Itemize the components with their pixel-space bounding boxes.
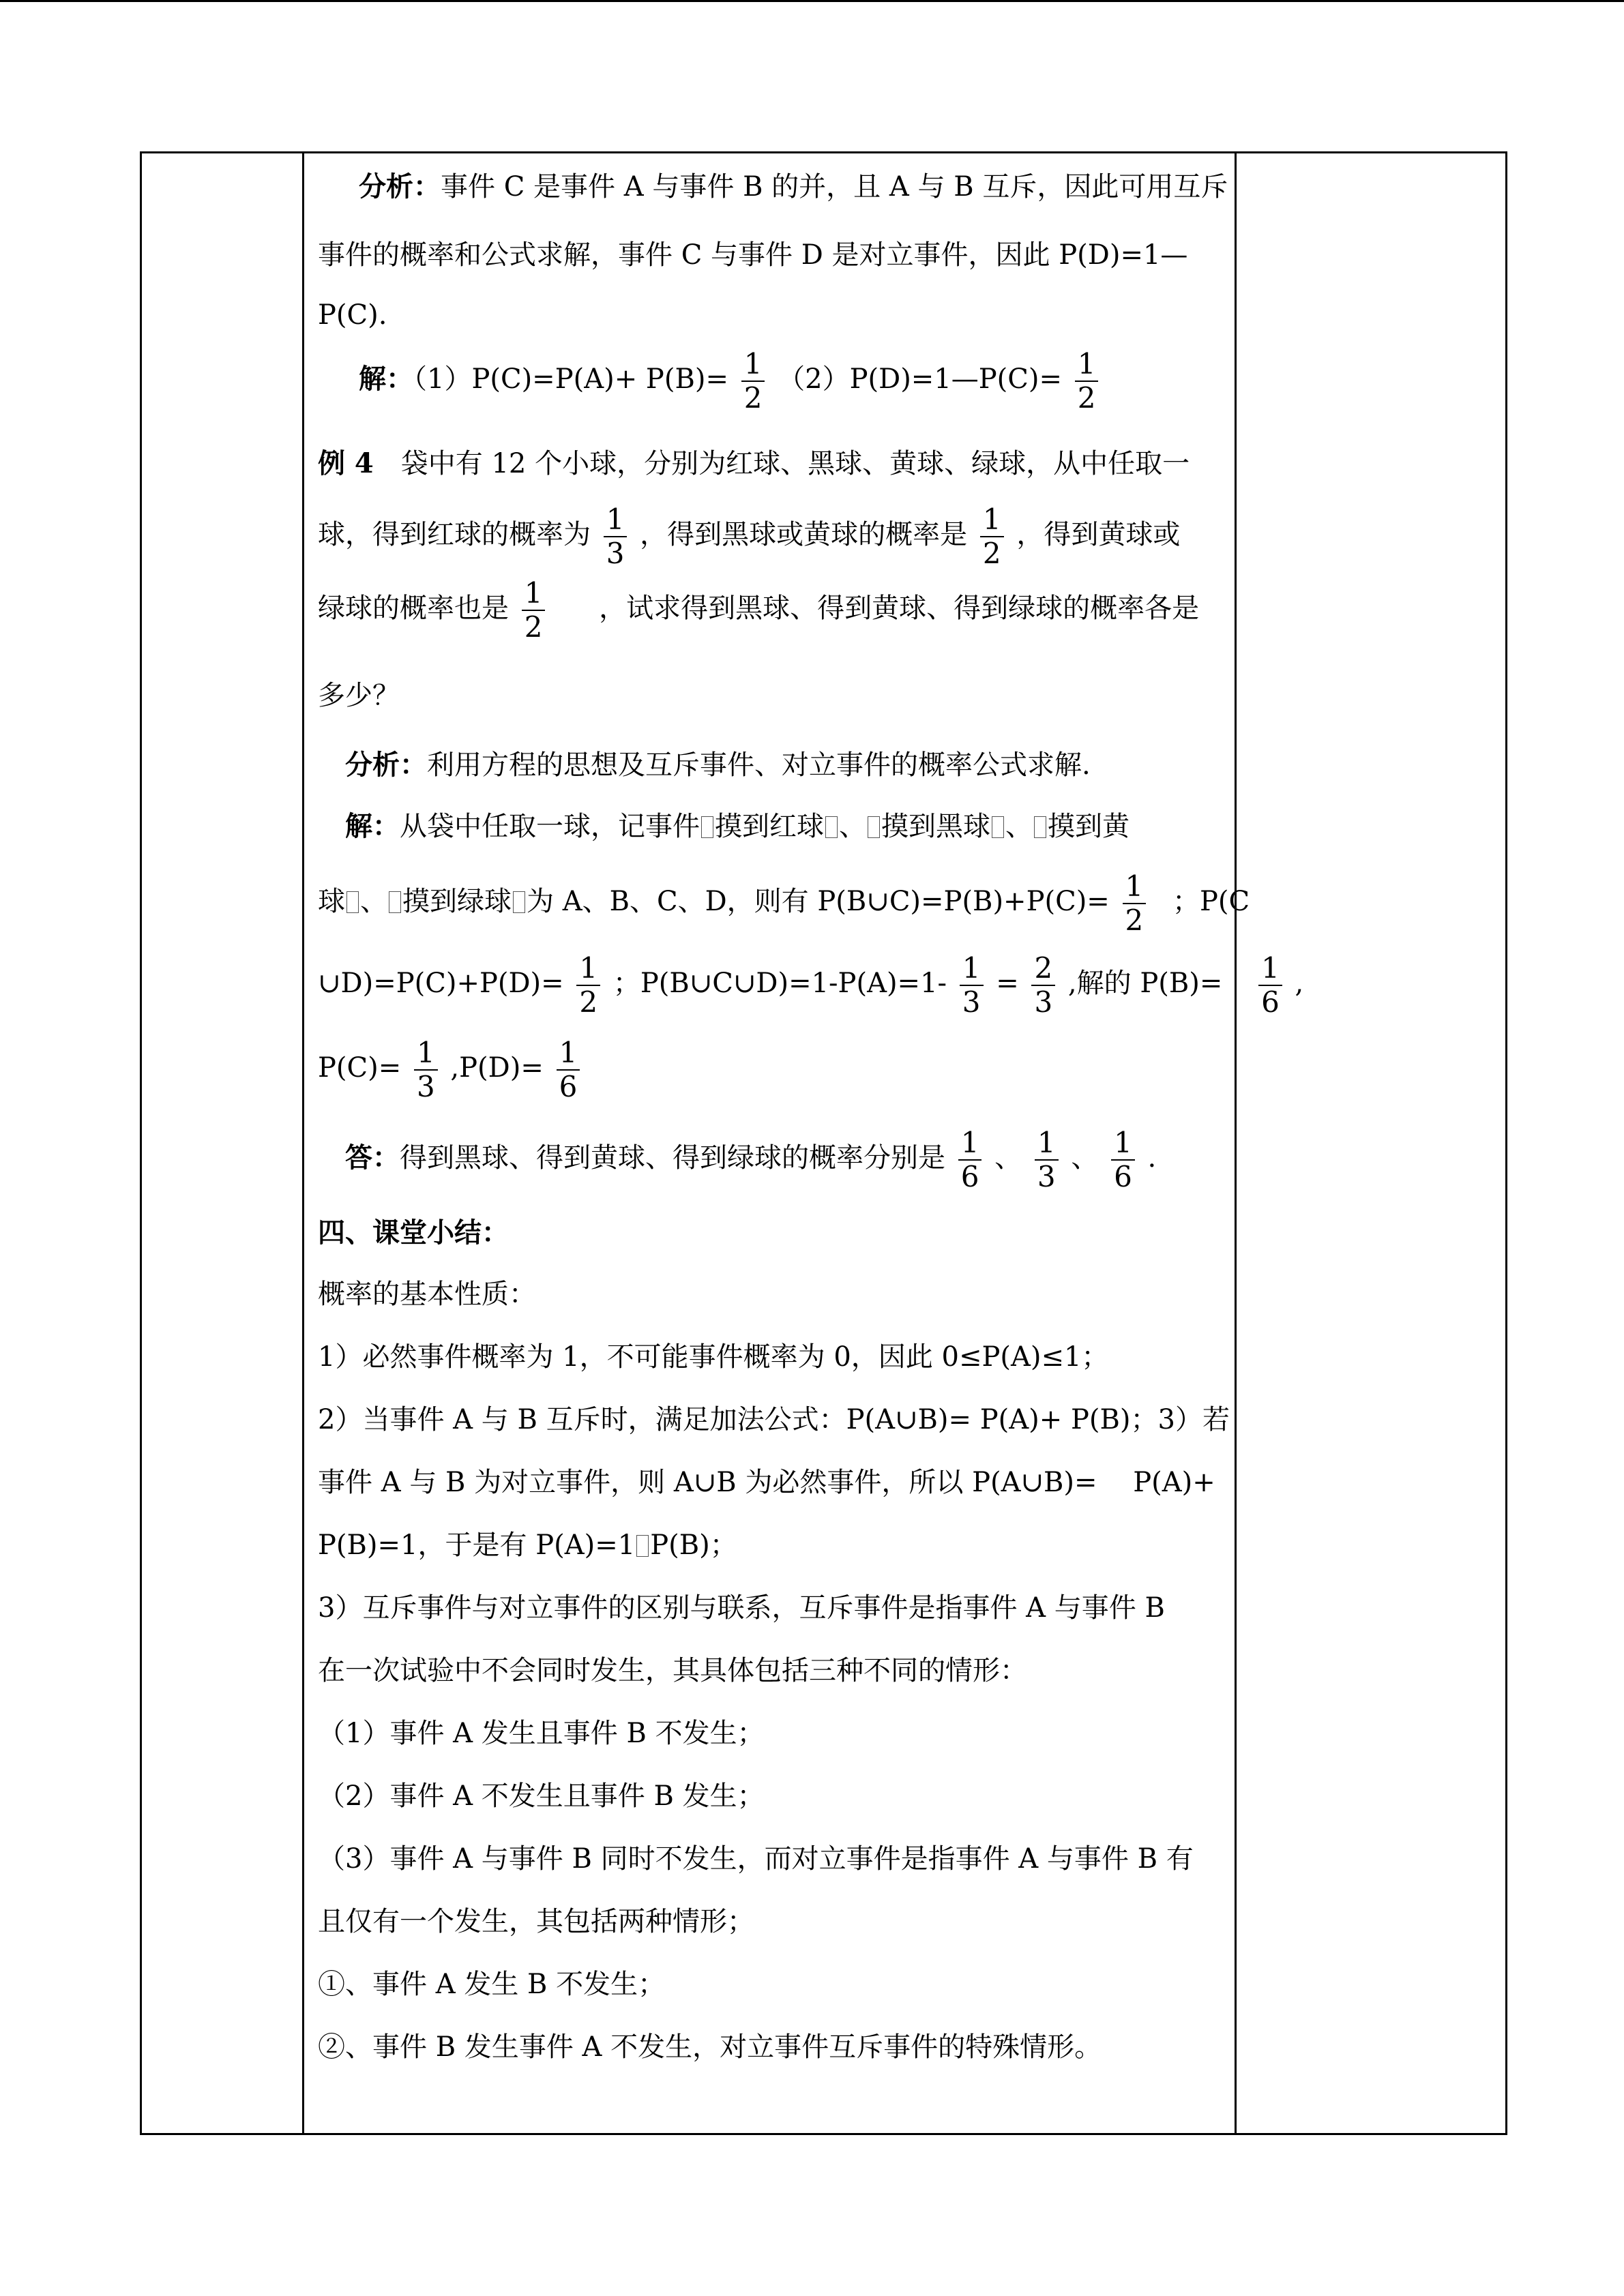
summary-line: （2）事件 A 不发生且事件 B 发生； xyxy=(318,1780,765,1812)
summary-line: 1）必然事件概率为 1，不可能事件概率为 0，因此 0≤P(A)≤1； xyxy=(318,1341,1109,1373)
example-4-line-1: 例 4 袋中有 12 个小球，分别为红球、黑球、黄球、绿球，从中任取一 xyxy=(318,447,1190,479)
missing-glyph-box xyxy=(992,816,1004,838)
table-left-border xyxy=(140,151,142,2135)
fraction: $\frac{1}{3}$ xyxy=(1035,1127,1059,1193)
fraction: $\frac{1}{3}$ xyxy=(960,952,984,1019)
fraction: $\frac{1}{2}$ xyxy=(522,577,546,644)
table-right-border xyxy=(1505,151,1507,2135)
missing-glyph-box xyxy=(701,816,713,838)
example-label: 例 4 xyxy=(318,447,374,479)
summary-line: 在一次试验中不会同时发生，其具体包括三种不同的情形： xyxy=(318,1655,1027,1686)
summary-line: 3）互斥事件与对立事件的区别与联系，互斥事件是指事件 A 与事件 B xyxy=(318,1592,1165,1624)
fraction: $\frac{1}{6}$ xyxy=(1111,1127,1135,1193)
fraction: $\frac{1}{3}$ xyxy=(414,1037,438,1103)
summary-line: P(B)=1，于是有 P(A)=1 P(B)； xyxy=(318,1530,737,1561)
solution-1: 解：（1）P(C)=P(A)+ P(B)= $\frac{1}{2}$ （2）P(D)=1—P(C)= $\frac{1}{2}$ xyxy=(359,348,1102,415)
fraction: $\frac{1}{2}$ xyxy=(741,348,765,415)
solution-2-line-4: P(C)= $\frac{1}{3}$ ,P(D)= $\frac{1}{6}$ xyxy=(318,1037,584,1103)
fraction: $\frac{1}{2}$ xyxy=(1075,348,1099,415)
summary-line: （1）事件 A 发生且事件 B 不发生； xyxy=(318,1718,765,1749)
example-4-line-4: 多少？ xyxy=(318,680,400,711)
table-bottom-border xyxy=(140,2133,1507,2135)
table-column-divider-1 xyxy=(302,151,304,2135)
table-top-border xyxy=(140,151,1507,153)
fraction: $\frac{1}{2}$ xyxy=(576,952,600,1019)
analysis-1-line-2: 事件的概率和公式求解，事件 C 与事件 D 是对立事件，因此 P(D)=1— xyxy=(318,239,1188,271)
summary-line: ②、事件 B 发生事件 A 不发生，对立事件互斥事件的特殊情形。 xyxy=(318,2031,1102,2063)
analysis-1-line-1: 分析：事件 C 是事件 A 与事件 B 的并，且 A 与 B 互斥，因此可用互斥 xyxy=(359,170,1228,203)
solution-2-line-1: 解：从袋中任取一球，记事件 摸到红球 、 摸到黑球 、 摸到黄 xyxy=(345,810,1130,842)
summary-line: （3）事件 A 与事件 B 同时不发生，而对立事件是指事件 A 与事件 B 有 xyxy=(318,1843,1194,1875)
missing-glyph-box xyxy=(1034,816,1046,838)
example-4-line-3: 绿球的概率也是 $\frac{1}{2}$ ，试求得到黑球、得到黄球、得到绿球的概率各是 xyxy=(318,576,1200,644)
fraction: $\frac{1}{2}$ xyxy=(1123,870,1147,937)
fraction: $\frac{1}{2}$ xyxy=(980,503,1004,570)
missing-glyph-box xyxy=(513,891,525,913)
analysis-1-line-3: P(C). xyxy=(318,299,387,331)
analysis-2: 分析：利用方程的思想及互斥事件、对立事件的概率公式求解. xyxy=(345,749,1091,781)
summary-heading: 四、课堂小结： xyxy=(318,1217,509,1249)
summary-line: 概率的基本性质： xyxy=(318,1279,536,1310)
analysis-label: 分析： xyxy=(359,170,441,203)
summary-line: 且仅有一个发生，其包括两种情形； xyxy=(318,1906,754,1937)
solution-2-line-2: 球 、 摸到绿球 为 A、B、C、D，则有 P(B∪C)=P(B)+P(C)= $\frac{1}{2}$ ；P(C xyxy=(318,869,1250,937)
fraction: $\frac{1}{6}$ xyxy=(958,1127,982,1193)
missing-glyph-box xyxy=(346,891,359,913)
summary-line: 事件 A 与 B 为对立事件，则 A∪B 为必然事件，所以 P(A∪B)= P(A)+ xyxy=(318,1467,1215,1498)
summary-line: ①、事件 A 发生 B 不发生； xyxy=(318,1969,666,2000)
fraction: $\frac{1}{6}$ xyxy=(1258,952,1282,1019)
answer-line: 答：得到黑球、得到黄球、得到绿球的概率分别是 $\frac{1}{6}$ 、 $\frac{1}{3}$ 、 $\frac{1}{6}$ . xyxy=(345,1126,1157,1193)
fraction: $\frac{2}{3}$ xyxy=(1031,952,1055,1019)
solution-2-line-3: ∪D)=P(C)+P(D)= $\frac{1}{2}$ ；P(B∪C∪D)=1-P(A)=1- $\frac{1}{3}$ = $\frac{2}{3}$ ,解的 P(B)= $\frac{1}{6}$ , xyxy=(318,951,1304,1019)
fraction: $\frac{1}{3}$ xyxy=(604,503,628,570)
table-column-divider-2 xyxy=(1235,151,1237,2135)
page-top-border xyxy=(0,0,1624,2)
missing-glyph-box xyxy=(389,891,401,913)
missing-glyph-box xyxy=(825,816,838,838)
missing-glyph-box xyxy=(636,1535,649,1557)
missing-glyph-box xyxy=(868,816,880,838)
fraction: $\frac{1}{6}$ xyxy=(557,1037,580,1103)
summary-line: 2）当事件 A 与 B 互斥时，满足加法公式：P(A∪B)= P(A)+ P(B)；3）若 xyxy=(318,1404,1230,1435)
example-4-line-2: 球，得到红球的概率为 $\frac{1}{3}$ ，得到黑球或黄球的概率是 $\frac{1}{2}$ ，得到黄球或 xyxy=(318,503,1181,570)
